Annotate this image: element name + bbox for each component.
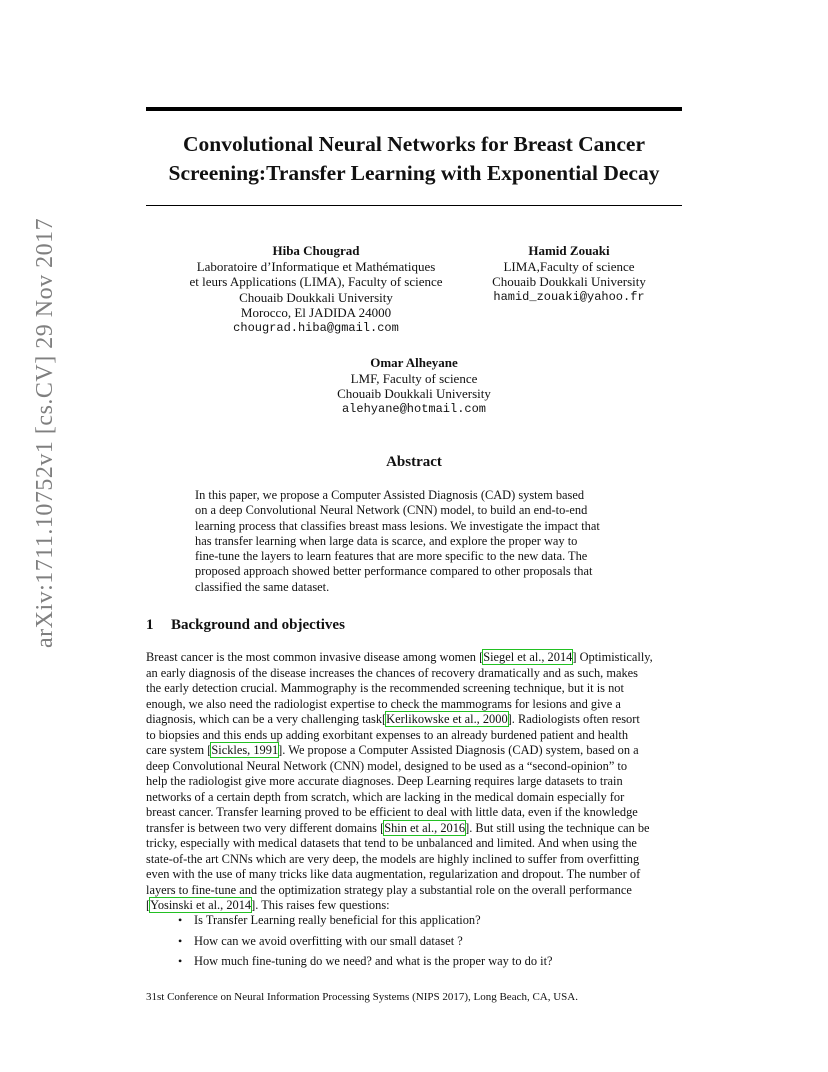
body-text-run: care system [ xyxy=(146,743,212,757)
question-list xyxy=(178,912,553,974)
abstract-line: In this paper, we propose a Computer Assisted Diagnosis (CAD) system based xyxy=(195,488,585,502)
title-line: Convolutional Neural Networks for Breast Cancer xyxy=(182,132,645,156)
list-item xyxy=(178,953,553,974)
body-line: enough, we also need the radiologist expertise to check the mammograms for lesions and give a xyxy=(146,696,621,711)
abstract-line: learning process that classifies breast mass lesions. We investigate the impact that xyxy=(195,518,600,533)
body-line: help the radiologist give more accurate diagnoses. Deep Learning requires large datasets to train xyxy=(146,774,623,788)
section-number: 1 xyxy=(146,617,154,633)
author-affiliation: et leurs Applications (LIMA), Faculty of science xyxy=(189,274,443,289)
citation-link[interactable]: Sickles, 1991 xyxy=(211,743,279,757)
body-text-run: ] Optimistically, xyxy=(572,650,653,664)
body-text-run: ]. We propose a Computer Assisted Diagnosis (CAD) system, based on a xyxy=(278,743,639,757)
citation-link[interactable]: Siegel et al., 2014 xyxy=(483,650,573,664)
citation-link[interactable]: Yosinski et al., 2014 xyxy=(150,898,252,912)
bullet-icon: • xyxy=(178,913,183,927)
section-body xyxy=(146,650,686,914)
body-line xyxy=(146,712,686,728)
paper-title xyxy=(146,130,682,188)
author-affiliation: Chouaib Doukkali University xyxy=(492,274,646,289)
body-line xyxy=(146,650,686,666)
body-text-run: ]. This raises few questions: xyxy=(251,898,390,912)
body-line: the early detection crucial. Mammography is the recommended screening technique, but it is not xyxy=(146,681,624,695)
list-item-text: How much fine-tuning do we need? and what is the proper way to do it? xyxy=(194,954,553,968)
body-text-run: ]. Radiologists often resort xyxy=(507,712,640,726)
author-email[interactable]: chougrad.hiba@gmail.com xyxy=(233,320,399,335)
abstract-line: classified the same dataset. xyxy=(195,579,330,594)
author-name: Hamid Zouaki xyxy=(528,243,610,258)
list-item-text: How can we avoid overfitting with our small dataset ? xyxy=(194,933,463,948)
author-affiliation: Chouaib Doukkali University xyxy=(239,289,393,305)
author-name: Omar Alheyane xyxy=(370,355,458,370)
abstract-heading: Abstract xyxy=(386,454,442,470)
body-text-run: [ xyxy=(146,898,151,912)
title-bottom-rule xyxy=(146,205,682,206)
arxiv-identifier: arXiv:1711.10752v1 [cs.CV] 29 Nov 2017 xyxy=(32,217,58,648)
citation-link[interactable]: Shin et al., 2016 xyxy=(384,820,466,835)
body-line: an early diagnosis of the disease increases the chances of recovery dramatically and as such, makes xyxy=(146,665,638,680)
conference-footnote: 31st Conference on Neural Information Processing Systems (NIPS 2017), Long Beach, CA, USA. xyxy=(146,991,578,1003)
body-line: even with the use of many tricks like data augmentation, regularization and dropout. The number of xyxy=(146,867,641,881)
body-line: networks of a certain depth from scratch, which are lacking in the medical domain especially for xyxy=(146,789,625,804)
body-text-run: ]. But still using the technique can be xyxy=(465,820,650,835)
abstract-line: on a deep Convolutional Neural Network (CNN) model, to build an end-to-end xyxy=(195,503,588,518)
citation-link[interactable]: Kerlikowske et al., 2000 xyxy=(386,712,508,726)
list-item-text: Is Transfer Learning really beneficial for this application? xyxy=(194,913,481,927)
body-text-run: Breast cancer is the most common invasive disease among women [ xyxy=(146,650,484,664)
author-affiliation: Morocco, El JADIDA 24000 xyxy=(240,305,392,320)
author-affiliation: Chouaib Doukkali University xyxy=(337,386,491,401)
author-name: Hiba Chougrad xyxy=(272,243,360,258)
list-item xyxy=(178,933,553,954)
abstract-line: proposed approach showed better performance compared to other proposals that xyxy=(195,564,593,579)
list-item xyxy=(178,912,553,933)
body-line: state-of-the art CNNs which are very deep, the models are highly inclined to suffer from overfitting xyxy=(146,851,640,866)
section-title: Background and objectives xyxy=(171,617,345,633)
author-email[interactable]: alehyane@hotmail.com xyxy=(341,401,487,416)
title-line: Screening:Transfer Learning with Exponential Decay xyxy=(168,161,660,185)
abstract-line: has transfer learning when large data is scarce, and explore the proper way to xyxy=(195,533,578,548)
body-text-run: diagnosis, which can be a very challenging task[ xyxy=(146,712,387,726)
author-email[interactable]: hamid_zouaki@yahoo.fr xyxy=(493,289,645,304)
author-affiliation: LIMA,Faculty of science xyxy=(503,258,635,274)
author-block xyxy=(468,243,670,305)
bullet-icon: • xyxy=(178,954,183,968)
body-line xyxy=(146,821,686,837)
author-block xyxy=(264,355,564,417)
author-affiliation: LMF, Faculty of science xyxy=(350,370,478,386)
author-affiliation: Laboratoire d’Informatique et Mathématiques xyxy=(196,258,436,274)
author-block xyxy=(166,243,466,336)
body-line: tricky, especially with medical datasets that tend to be unbalanced and limited. And when using the xyxy=(146,836,637,850)
body-line: layers to fine-tune and the optimization strategy play a substantial role on the overall performance xyxy=(146,882,632,897)
body-line xyxy=(146,743,686,759)
body-line: deep Convolutional Neural Network (CNN) model, designed to be used as a “second-opinion” to xyxy=(146,758,628,773)
body-line: breast cancer. Transfer learning proved to be efficient to deal with little data, even if the knowledge xyxy=(146,805,638,819)
abstract-text xyxy=(195,488,635,595)
body-text-run: transfer is between two very different domains [ xyxy=(146,820,385,835)
body-line: to biopsies and this ends up adding exorbitant expenses to an already burdened patient and health xyxy=(146,727,629,742)
abstract-line: fine-tune the layers to learn features that are more specific to the new data. The xyxy=(195,549,588,564)
title-top-rule xyxy=(146,107,682,111)
bullet-icon: • xyxy=(178,933,183,948)
section-heading xyxy=(146,617,345,634)
